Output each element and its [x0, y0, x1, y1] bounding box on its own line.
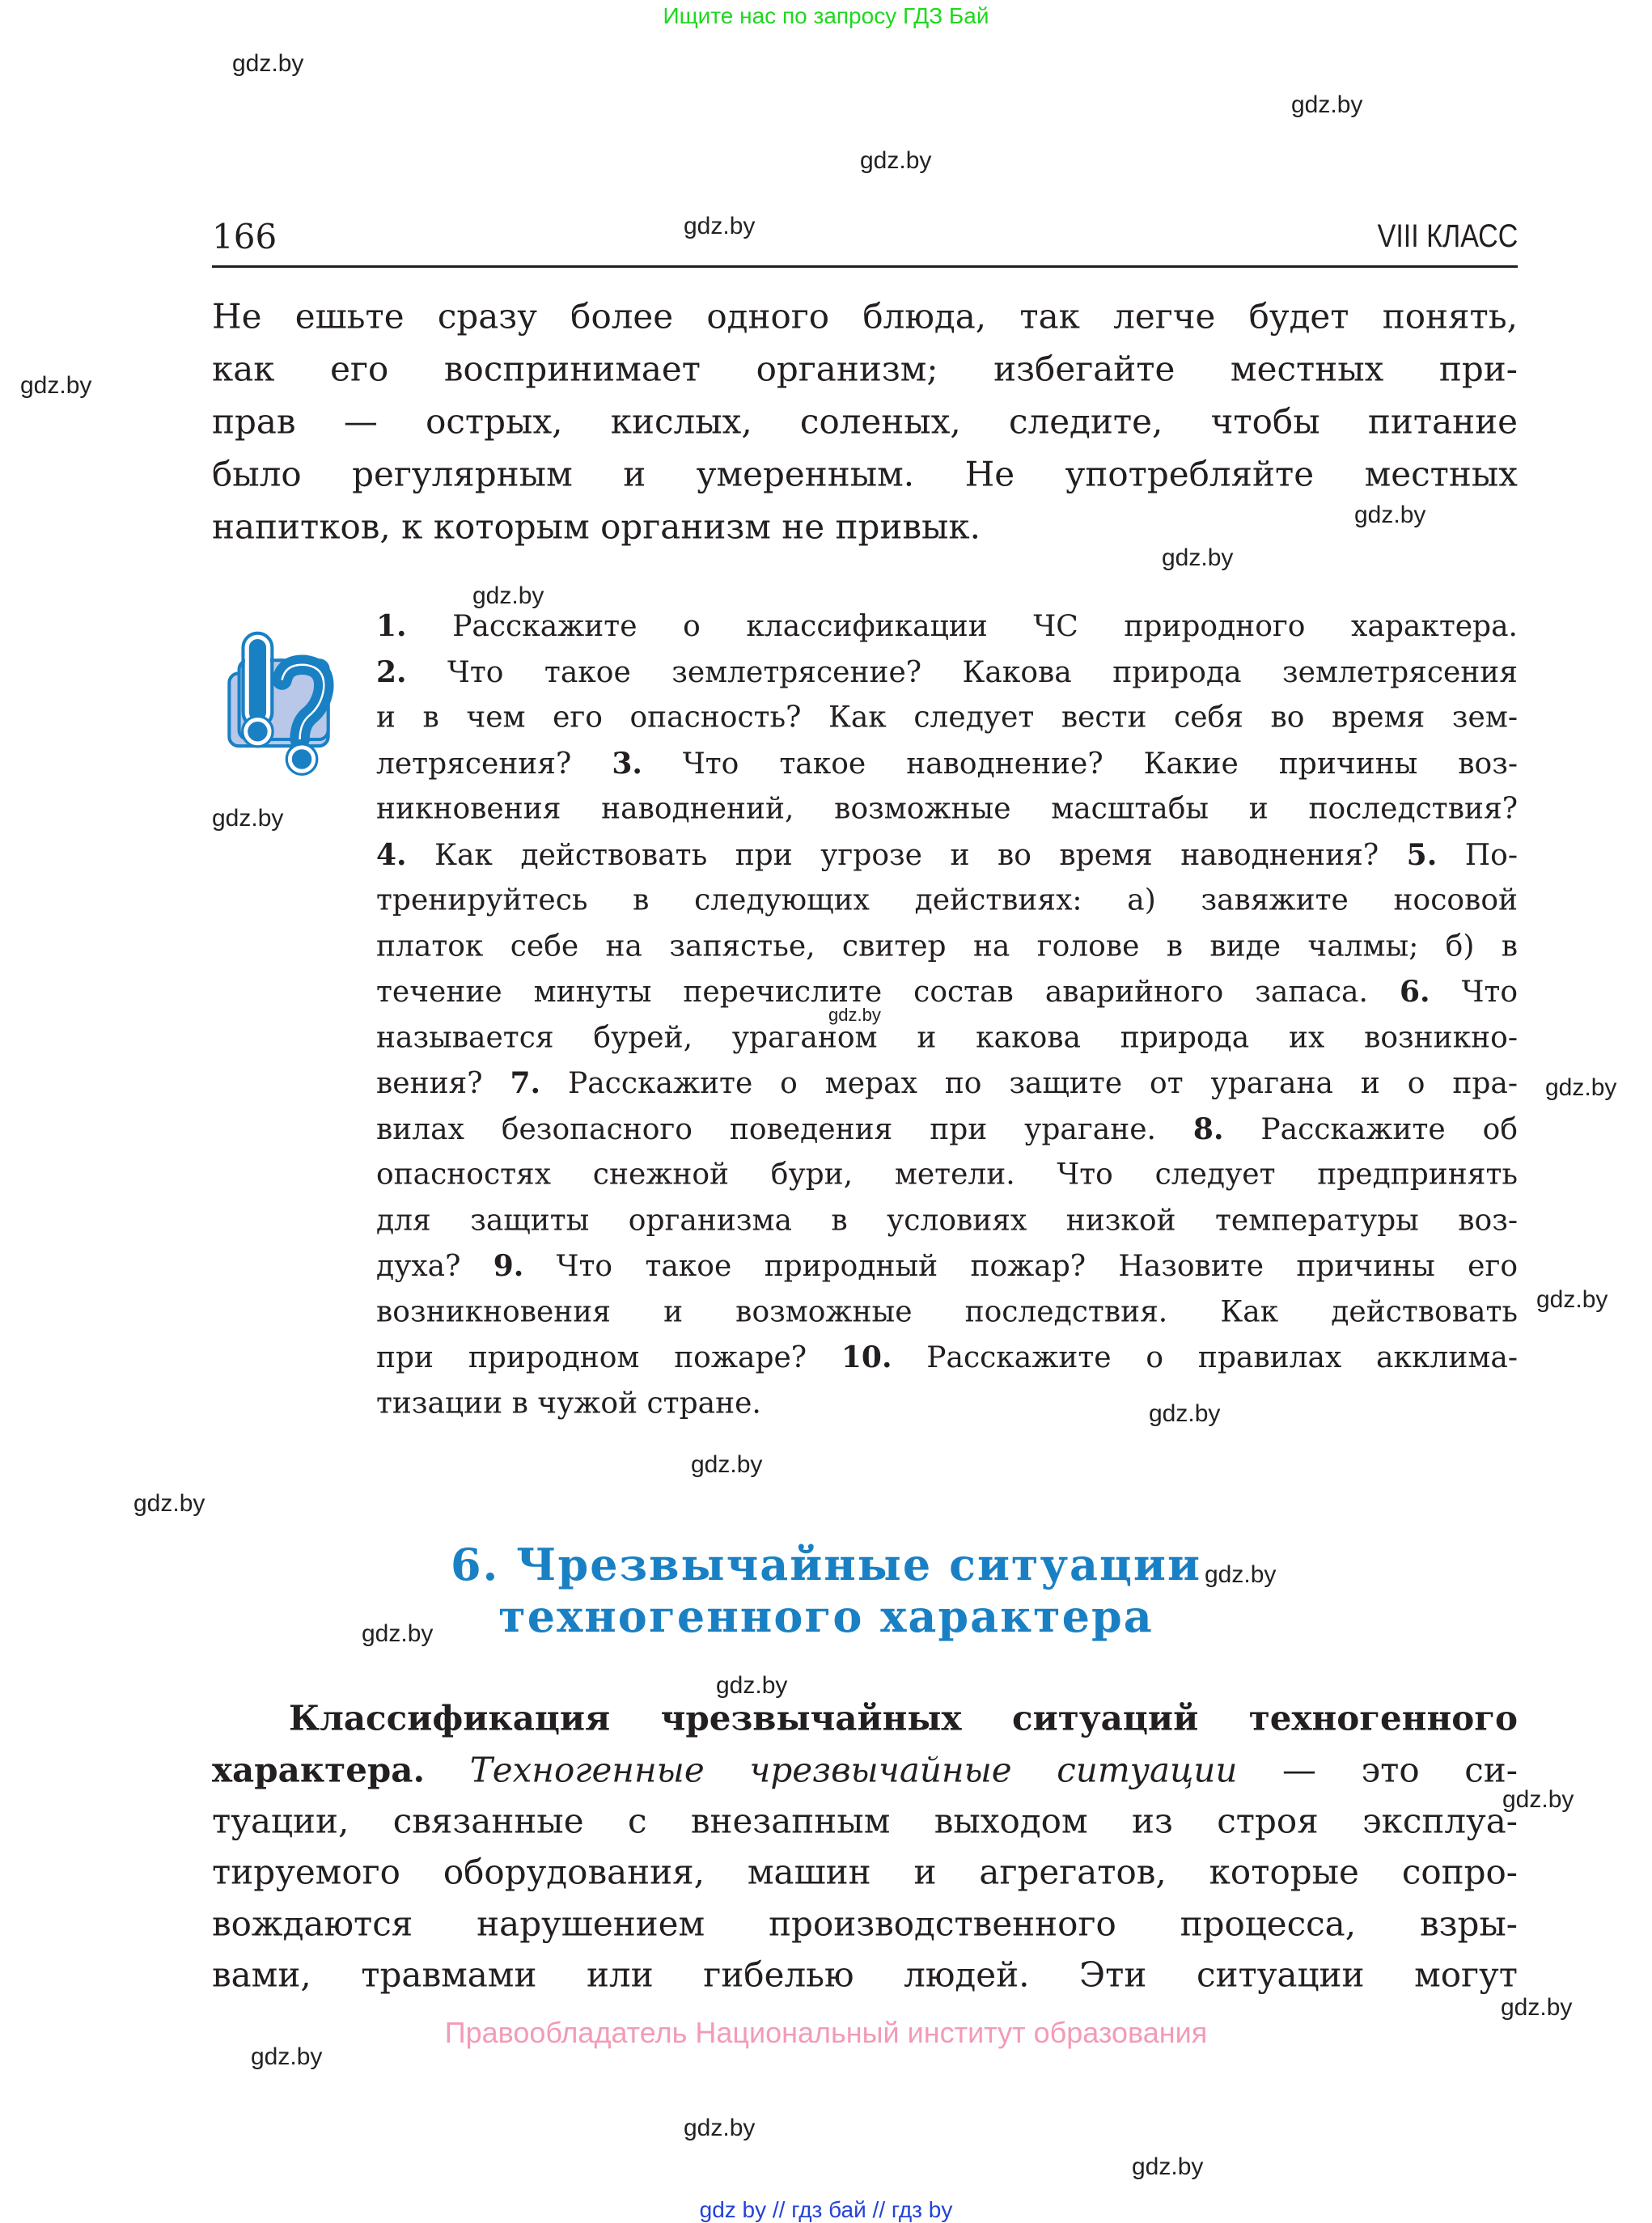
watermark: gdz.by — [1205, 1561, 1277, 1588]
text-line — [212, 507, 1518, 547]
text-span: и в чем его опасность? Как следует вести себя во время зем- — [376, 701, 1518, 735]
text-line — [376, 1204, 1518, 1237]
text-line — [376, 1249, 1518, 1283]
text-span: вами, травмами или гибелью людей. Эти ситуации могут — [212, 1954, 1518, 1995]
text-span: туации, связанные с внезапным выходом из строя эксплуа- — [212, 1801, 1518, 1841]
text-span: при природном пожаре? — [376, 1341, 841, 1374]
text-span: Расскажите о правилах акклима- — [892, 1341, 1518, 1374]
watermark: gdz.by — [232, 50, 304, 77]
bold-text: Классификация чрезвычайных ситуаций техногенного — [289, 1698, 1518, 1738]
watermark: gdz.by — [1132, 2153, 1204, 2180]
bold-text: 1. — [376, 609, 407, 643]
text-span: летрясения? — [376, 747, 612, 781]
text-line — [212, 1904, 1518, 1944]
text-line — [212, 402, 1518, 442]
text-line — [376, 793, 1518, 826]
text-span: — это си- — [1237, 1750, 1518, 1790]
text-span: Расскажите об — [1223, 1112, 1519, 1146]
text-line — [376, 1021, 1518, 1054]
text-span: возникновения и возможные последствия. Как действовать — [376, 1295, 1518, 1328]
text-line — [376, 975, 1518, 1009]
footer-links[interactable]: gdz by // гдз бай // гдз by — [699, 2197, 953, 2222]
italic-text: Техногенные чрезвычайные ситуации — [469, 1750, 1238, 1790]
text-line — [376, 838, 1518, 872]
header-rule — [212, 265, 1518, 268]
text-span: никновения наводнений, возможные масштабы и последствия? — [376, 792, 1518, 826]
text-span: вения? — [376, 1067, 510, 1100]
text-span: Не ешьте сразу более одного блюда, так легче будет понять, — [212, 296, 1518, 337]
watermark: gdz.by — [1501, 1994, 1573, 2021]
watermark: gdz.by — [1545, 1074, 1617, 1101]
exclamation-question-icon — [212, 611, 345, 782]
running-title: VIII КЛАСС — [1377, 218, 1518, 254]
page-number: 166 — [212, 217, 277, 256]
search-hint-banner: Ищите нас по запросу ГДЗ Бай — [663, 3, 989, 28]
watermark: gdz.by — [472, 582, 544, 609]
bold-text: 7. — [510, 1066, 541, 1100]
watermark: gdz.by — [1149, 1400, 1221, 1427]
bold-text: 5. — [1406, 837, 1438, 872]
text-line — [376, 1112, 1518, 1146]
text-line — [376, 1158, 1518, 1192]
watermark: gdz.by — [1162, 544, 1234, 571]
text-line — [376, 1340, 1518, 1374]
text-span: опасностях снежной бури, метели. Что следует предпринять — [376, 1158, 1518, 1192]
text-span: как его воспринимает организм; избегайте местных при- — [212, 349, 1518, 389]
watermark: gdz.by — [362, 1620, 434, 1647]
text-span — [425, 1751, 470, 1790]
bold-text: 3. — [612, 746, 642, 781]
bold-text: 8. — [1192, 1112, 1224, 1146]
watermark: gdz.by — [684, 2115, 756, 2141]
text-line — [212, 1852, 1518, 1892]
text-line — [376, 929, 1518, 963]
text-line — [212, 1955, 1518, 1995]
text-line — [212, 1751, 1518, 1790]
watermark: gdz.by — [251, 2043, 323, 2070]
text-span: По- — [1437, 838, 1518, 872]
watermark: gdz.by — [716, 1672, 788, 1699]
text-span: тируемого оборудования, машин и агрегатов, которые сопро- — [212, 1852, 1518, 1892]
text-span: для защиты организма в условиях низкой температуры воз- — [376, 1204, 1518, 1237]
text-line — [212, 297, 1518, 337]
text-line — [212, 455, 1518, 494]
text-line — [376, 884, 1518, 917]
text-span: Как действовать при угрозе и во время наводнения? — [406, 838, 1407, 872]
text-span: течение минуты перечислите состав аварийного запаса. — [376, 976, 1400, 1009]
watermark: gdz.by — [212, 805, 284, 832]
watermark: gdz.by — [1536, 1286, 1608, 1313]
text-span: Расскажите о классификации ЧС природного характера. — [406, 610, 1518, 643]
watermark: gdz.by — [133, 1490, 205, 1517]
text-line — [376, 1387, 1518, 1420]
text-span: духа? — [376, 1250, 493, 1283]
text-span: вилах безопасного поведения при урагане. — [376, 1112, 1193, 1146]
text-line — [376, 655, 1518, 689]
text-span: вождаются нарушением производственного процесса, взры- — [212, 1903, 1518, 1944]
bold-text: 6. — [1399, 975, 1430, 1009]
watermark: gdz.by — [691, 1451, 763, 1478]
text-line — [376, 1066, 1518, 1100]
text-span: называется бурей, ураганом и какова природа их возникно- — [376, 1021, 1518, 1054]
text-span: тренируйтесь в следующих действиях: а) завяжите носовой — [376, 883, 1518, 917]
watermark: gdz.by — [1291, 91, 1363, 118]
watermark: gdz.by — [1502, 1786, 1574, 1813]
watermark: gdz.by — [20, 372, 92, 399]
watermark: gdz.by — [828, 1005, 881, 1025]
copyright-owner: Правообладатель Национальный институт образования — [444, 2016, 1208, 2049]
bold-text: 9. — [493, 1249, 524, 1283]
watermark: gdz.by — [684, 213, 756, 239]
text-span: Расскажите о мерах по защите от урагана и о пра- — [540, 1067, 1519, 1100]
text-span: Что — [1430, 976, 1519, 1009]
text-line — [289, 1699, 1518, 1738]
watermark: gdz.by — [860, 147, 932, 174]
text-line — [376, 1295, 1518, 1328]
text-line — [212, 1802, 1518, 1841]
text-span: платок себе на запястье, свитер на голове в виде чалмы; б) в — [376, 929, 1518, 963]
bold-text: 2. — [376, 654, 407, 689]
text-span: тизации в чужой стране. — [376, 1387, 761, 1420]
text-line — [376, 701, 1518, 735]
text-span: прав — острых, кислых, соленых, следите, чтобы питание — [212, 401, 1518, 442]
text-line — [376, 609, 1518, 643]
bold-text: 10. — [841, 1340, 892, 1374]
bold-text: 4. — [376, 837, 407, 872]
section-heading-line2: техногенного характера — [498, 1590, 1154, 1642]
watermark: gdz.by — [1354, 502, 1426, 528]
text-span: Что такое природный пожар? Назовите причины его — [523, 1250, 1519, 1283]
text-line — [212, 349, 1518, 389]
text-span: напитков, к которым организм не привык. — [212, 506, 981, 547]
text-span: Что такое землетрясение? Какова природа землетрясения — [406, 655, 1518, 689]
text-line — [376, 747, 1518, 781]
bold-text: характера. — [212, 1750, 426, 1790]
text-span: Что такое наводнение? Какие причины воз- — [642, 747, 1518, 781]
section-heading-line1: 6. Чрезвычайные ситуации — [450, 1539, 1202, 1590]
text-span: было регулярным и умеренным. Не употребляйте местных — [212, 454, 1518, 494]
